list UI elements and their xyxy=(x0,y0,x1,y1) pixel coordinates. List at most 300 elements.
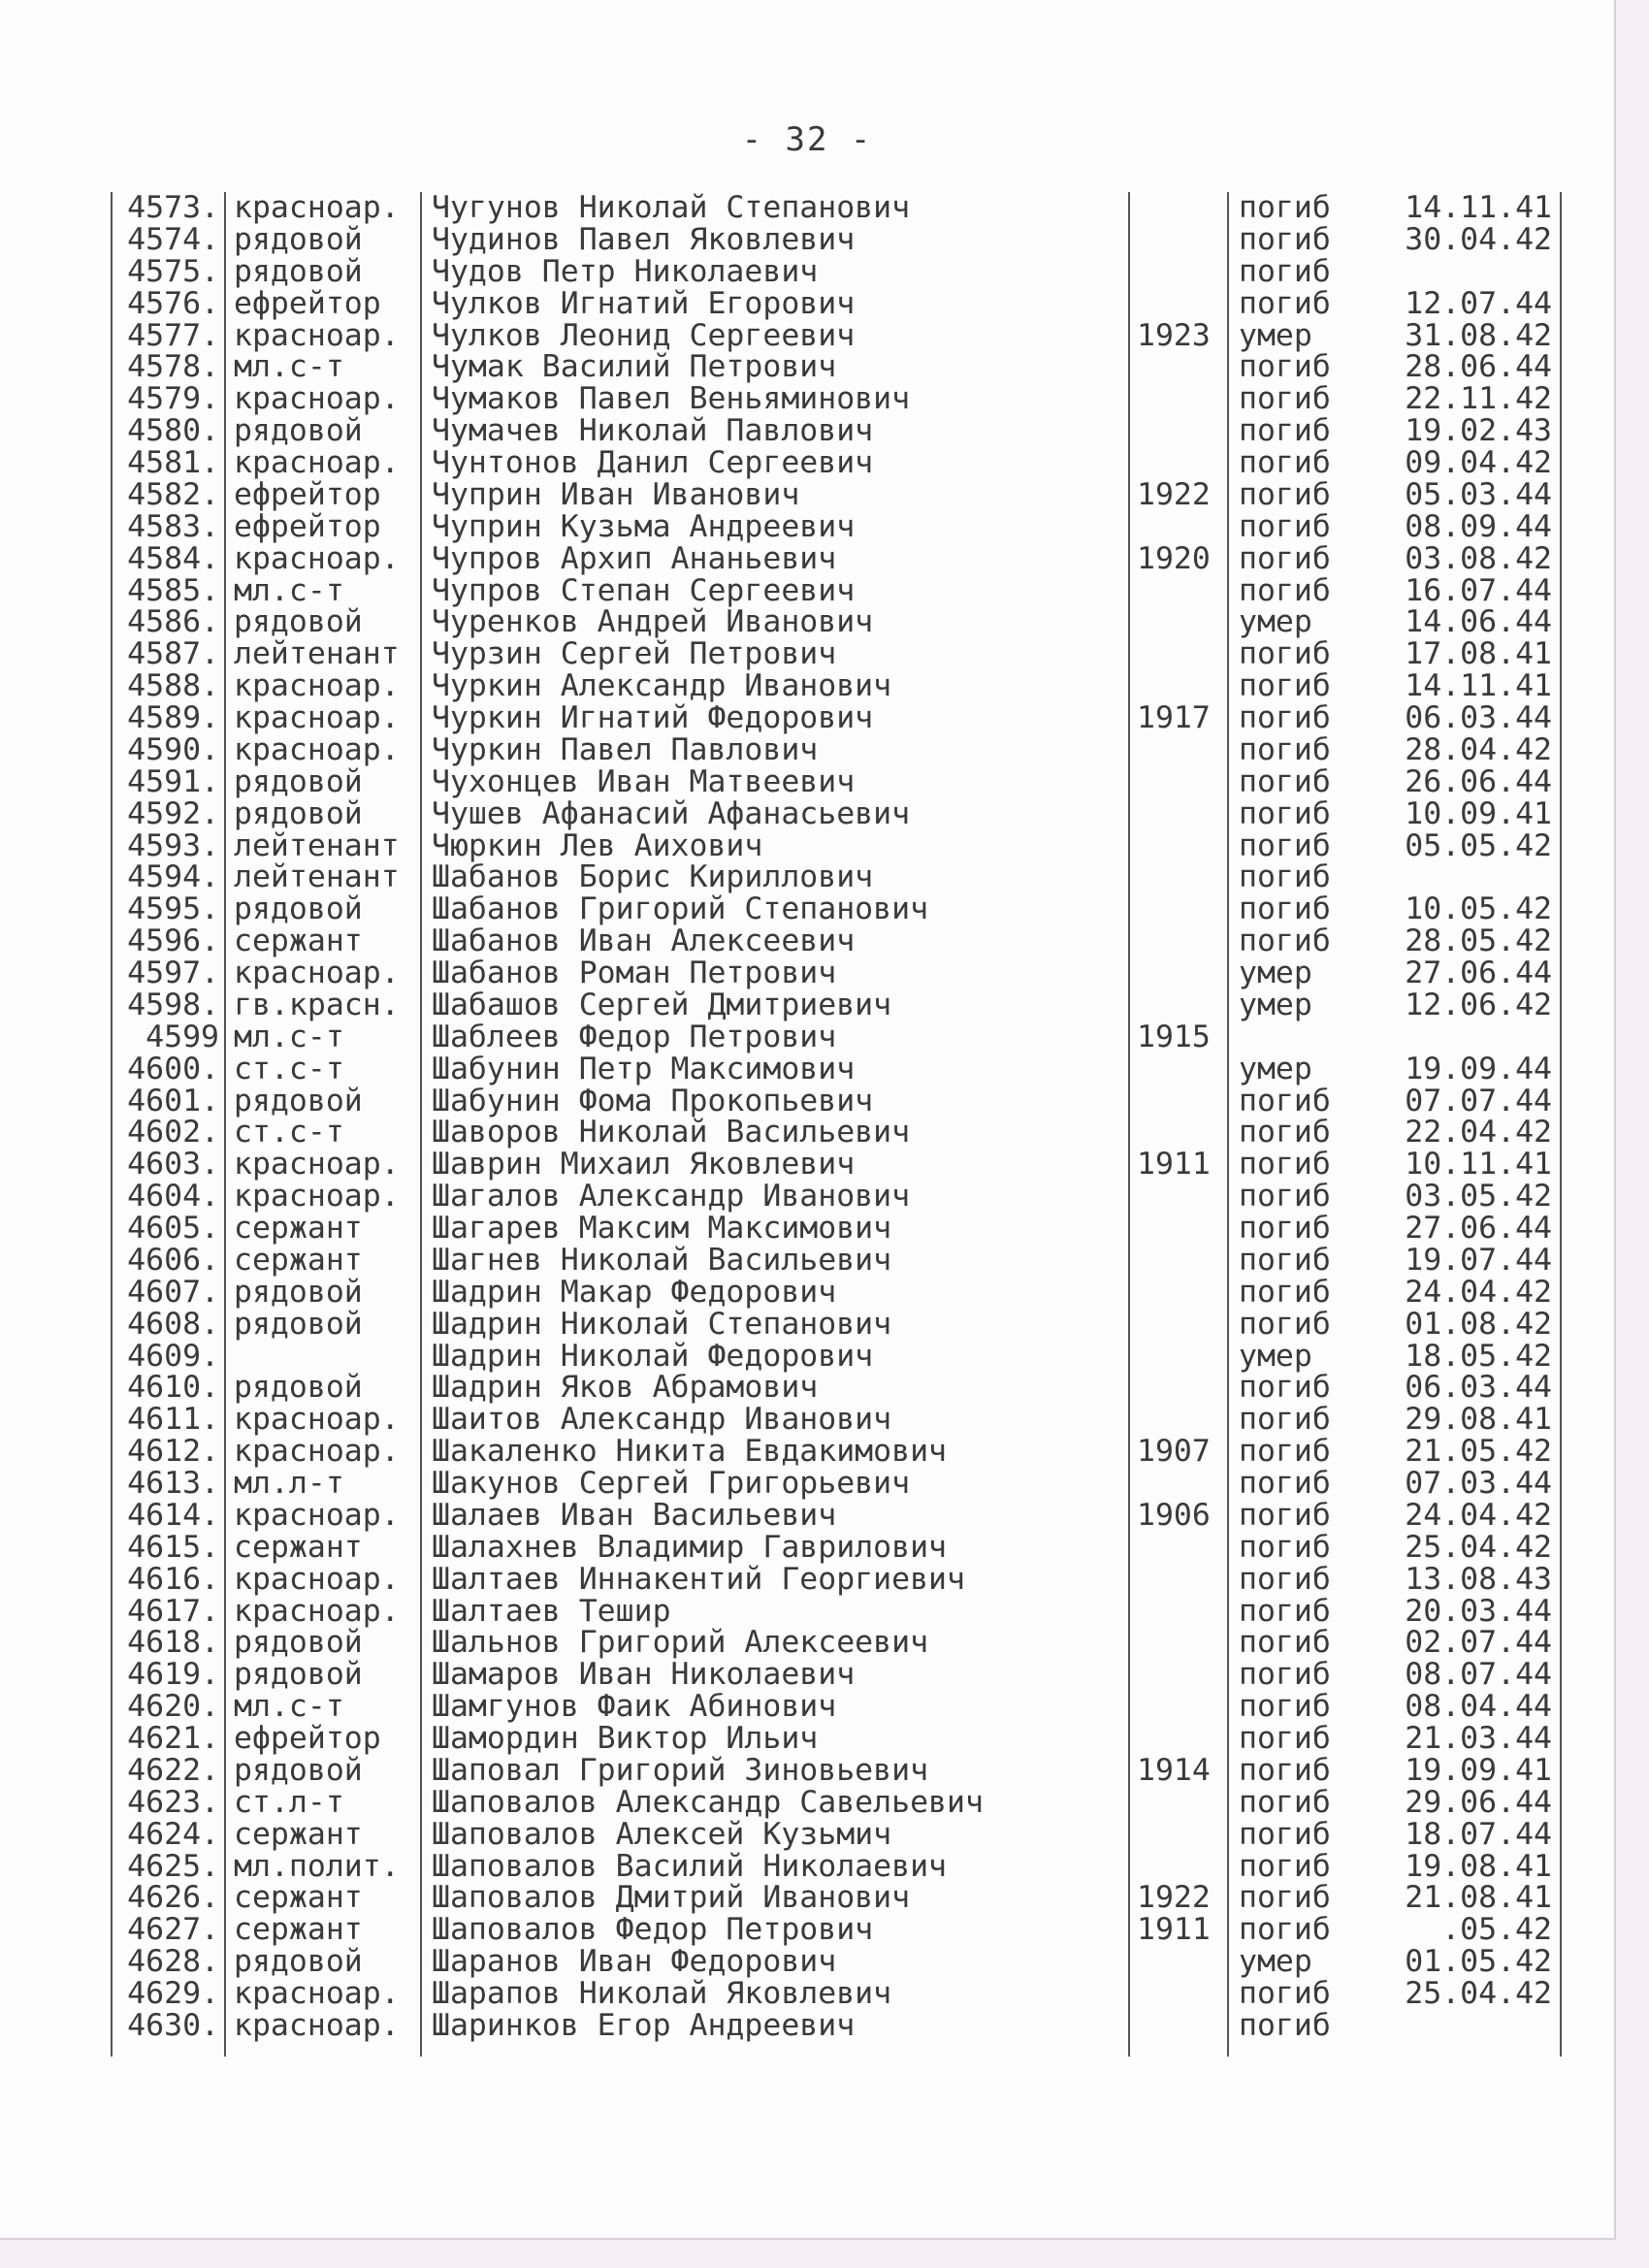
record-number: 4608. xyxy=(127,1306,219,1342)
status: погиб xyxy=(1239,1880,1331,1916)
full-name: Чулков Игнатий Егорович xyxy=(432,285,856,321)
rank: рядовой xyxy=(234,1306,363,1342)
status: погиб xyxy=(1239,1848,1331,1884)
date: 03.05.42 xyxy=(1405,1179,1552,1215)
full-name: Шаповалов Алексей Кузьмич xyxy=(432,1816,892,1852)
rank: красноар. xyxy=(234,1402,400,1438)
full-name: Чушев Афанасий Афанасьевич xyxy=(432,795,911,831)
date: 19.09.44 xyxy=(1405,1051,1552,1086)
status: погиб xyxy=(1239,413,1331,449)
status: погиб xyxy=(1239,1784,1331,1820)
status: умер xyxy=(1239,604,1312,640)
status: погиб xyxy=(1239,1657,1331,1693)
full-name: Чуприн Иван Иванович xyxy=(432,476,800,512)
status: погиб xyxy=(1239,891,1331,927)
birth-year: 1922 xyxy=(1137,1880,1211,1916)
status: умер xyxy=(1239,1338,1312,1374)
record-number: 4628. xyxy=(127,1944,219,1980)
table-row xyxy=(0,702,1614,734)
table-row xyxy=(0,1848,1614,1884)
date: 19.09.41 xyxy=(1405,1752,1552,1788)
date: 02.07.44 xyxy=(1405,1625,1552,1661)
rank: красноар. xyxy=(234,668,400,704)
table-row xyxy=(0,1213,1614,1245)
full-name: Шабанов Роман Петрович xyxy=(432,956,837,990)
date: .05.42 xyxy=(1441,1912,1552,1948)
status: погиб xyxy=(1239,1529,1331,1565)
record-number: 4617. xyxy=(127,1593,219,1629)
rank: лейтенант xyxy=(234,859,400,895)
record-number: 4604. xyxy=(127,1179,219,1215)
table-row xyxy=(0,827,1614,863)
record-number: 4621. xyxy=(127,1721,219,1756)
rank: ст.с-т xyxy=(234,1115,344,1150)
full-name: Шарапов Николай Яковлевич xyxy=(432,1976,892,2011)
full-name: Чупров Степан Сергеевич xyxy=(432,572,856,608)
full-name: Шамордин Виктор Ильич xyxy=(432,1721,819,1756)
record-number: 4627. xyxy=(127,1912,219,1948)
date: 22.04.42 xyxy=(1405,1115,1552,1150)
date: 21.05.42 xyxy=(1405,1434,1552,1470)
status: погиб xyxy=(1239,1625,1331,1661)
date: 10.09.41 xyxy=(1405,795,1552,831)
record-number: 4620. xyxy=(127,1689,219,1725)
status: погиб xyxy=(1239,1211,1331,1246)
rank: сержант xyxy=(234,1912,363,1948)
rank: красноар. xyxy=(234,1976,400,2011)
table-row xyxy=(0,1593,1614,1629)
status: погиб xyxy=(1239,540,1331,576)
record-number: 4591. xyxy=(127,763,219,799)
full-name: Чудинов Павел Яковлевич xyxy=(432,221,856,257)
record-number: 4610. xyxy=(127,1370,219,1406)
status: погиб xyxy=(1239,1561,1331,1597)
birth-year: 1911 xyxy=(1137,1147,1211,1183)
full-name: Шадрин Николай Степанович xyxy=(432,1306,892,1342)
birth-year: 1911 xyxy=(1137,1912,1211,1948)
table-row xyxy=(0,1627,1614,1659)
status: погиб xyxy=(1239,1083,1331,1118)
table-row xyxy=(0,1914,1614,1946)
date: 08.07.44 xyxy=(1405,1657,1552,1693)
table-row xyxy=(0,1978,1614,2010)
full-name: Шадрин Яков Абрамович xyxy=(432,1370,819,1406)
date: 10.11.41 xyxy=(1405,1147,1552,1183)
record-number: 4615. xyxy=(127,1529,219,1565)
record-number: 4592. xyxy=(127,795,219,831)
record-number: 4614. xyxy=(127,1497,219,1533)
date: 06.03.44 xyxy=(1405,1370,1552,1406)
date: 09.04.42 xyxy=(1405,445,1552,480)
table-row xyxy=(0,1816,1614,1852)
date: 12.07.44 xyxy=(1405,285,1552,321)
rank: мл.с-т xyxy=(234,349,344,385)
rank: мл.полит. xyxy=(234,1848,400,1884)
rank: ст.л-т xyxy=(234,1784,344,1820)
full-name: Чулков Леонид Сергеевич xyxy=(432,317,856,353)
date: 13.08.43 xyxy=(1405,1561,1552,1597)
date: 19.07.44 xyxy=(1405,1242,1552,1278)
rank: красноар. xyxy=(234,700,400,735)
record-number: 4616. xyxy=(127,1561,219,1597)
status: погиб xyxy=(1239,349,1331,385)
full-name: Чюркин Лев Аихович xyxy=(432,827,763,863)
rank: рядовой xyxy=(234,795,363,831)
status: погиб xyxy=(1239,190,1331,225)
table-row xyxy=(0,1691,1614,1723)
date: 31.08.42 xyxy=(1405,317,1552,353)
rank: мл.л-т xyxy=(234,1466,344,1501)
status: погиб xyxy=(1239,1274,1331,1310)
status: погиб xyxy=(1239,731,1331,767)
record-number: 4588. xyxy=(127,668,219,704)
status: погиб xyxy=(1239,827,1331,863)
full-name: Шакаленко Никита Евдакимович xyxy=(432,1434,948,1470)
rank: мл.с-т xyxy=(234,572,344,608)
date: 20.03.44 xyxy=(1405,1593,1552,1629)
full-name: Шаранов Иван Федорович xyxy=(432,1944,837,1980)
full-name: Чумачев Николай Павлович xyxy=(432,413,874,449)
full-name: Шаповалов Дмитрий Иванович xyxy=(432,1880,911,1916)
status: погиб xyxy=(1239,572,1331,608)
status: погиб xyxy=(1239,221,1331,257)
table-row xyxy=(0,1723,1614,1755)
table-row xyxy=(0,540,1614,576)
rank: сержант xyxy=(234,1880,363,1916)
full-name: Шабанов Иван Алексеевич xyxy=(432,923,856,959)
rank: рядовой xyxy=(234,1370,363,1406)
full-name: Чумаков Павел Веньяминович xyxy=(432,381,911,417)
status: умер xyxy=(1239,1051,1312,1086)
full-name: Шаврин Михаил Яковлевич xyxy=(432,1147,856,1183)
date: 07.07.44 xyxy=(1405,1083,1552,1118)
full-name: Чухонцев Иван Матвеевич xyxy=(432,763,856,799)
status: погиб xyxy=(1239,1147,1331,1183)
record-number: 4584. xyxy=(127,540,219,576)
rank: красноар. xyxy=(234,1561,400,1597)
status: погиб xyxy=(1239,859,1331,895)
rank: красноар. xyxy=(234,1434,400,1470)
table-row xyxy=(0,1242,1614,1278)
full-name: Шаповалов Александр Савельевич xyxy=(432,1784,984,1820)
table-row xyxy=(0,1053,1614,1085)
date: 18.07.44 xyxy=(1405,1816,1552,1852)
birth-year: 1920 xyxy=(1137,540,1211,576)
status: погиб xyxy=(1239,763,1331,799)
date: 29.08.41 xyxy=(1405,1402,1552,1438)
full-name: Шалаев Иван Васильевич xyxy=(432,1497,837,1533)
status: погиб xyxy=(1239,700,1331,735)
full-name: Чупров Архип Ананьевич xyxy=(432,540,837,576)
table-row xyxy=(0,1436,1614,1468)
record-number: 4624. xyxy=(127,1816,219,1852)
date: 14.11.41 xyxy=(1405,668,1552,704)
birth-year: 1917 xyxy=(1137,700,1211,735)
full-name: Шаповал Григорий Зиновьевич xyxy=(432,1752,929,1788)
rank: красноар. xyxy=(234,317,400,353)
rank: рядовой xyxy=(234,604,363,640)
rank: ефрейтор xyxy=(234,476,381,512)
rank: сержант xyxy=(234,1211,363,1246)
birth-year: 1915 xyxy=(1137,1019,1211,1054)
full-name: Шалтаев Иннакентий Георгиевич xyxy=(432,1561,965,1597)
status: погиб xyxy=(1239,1912,1331,1948)
full-name: Шабанов Григорий Степанович xyxy=(432,891,929,927)
rank: сержант xyxy=(234,923,363,959)
record-number: 4599 xyxy=(146,1019,219,1054)
table-row xyxy=(0,1497,1614,1533)
record-number: 4593. xyxy=(127,827,219,863)
status: погиб xyxy=(1239,285,1331,321)
record-number: 4596. xyxy=(127,923,219,959)
rank: красноар. xyxy=(234,731,400,767)
rank: рядовой xyxy=(234,763,363,799)
birth-year: 1914 xyxy=(1137,1752,1211,1788)
full-name: Шакунов Сергей Григорьевич xyxy=(432,1466,911,1501)
record-number: 4597. xyxy=(127,956,219,990)
date: 18.05.42 xyxy=(1405,1338,1552,1374)
rank: мл.с-т xyxy=(234,1019,344,1054)
record-number: 4576. xyxy=(127,285,219,321)
table-row xyxy=(0,763,1614,799)
date: 26.06.44 xyxy=(1405,763,1552,799)
date: 28.06.44 xyxy=(1405,349,1552,385)
rank: красноар. xyxy=(234,1497,400,1533)
full-name: Шамгунов Фаик Абинович xyxy=(432,1689,837,1725)
date: 08.04.44 xyxy=(1405,1689,1552,1725)
table-row xyxy=(0,861,1614,893)
table-row xyxy=(0,1946,1614,1978)
full-name: Шальнов Григорий Алексеевич xyxy=(432,1625,929,1661)
table-row xyxy=(0,925,1614,957)
table-row xyxy=(0,795,1614,831)
full-name: Шагнев Николай Васильевич xyxy=(432,1242,892,1278)
status: умер xyxy=(1239,987,1312,1022)
full-name: Чуркин Игнатий Федорович xyxy=(432,700,874,735)
rank: лейтенант xyxy=(234,827,400,863)
record-number: 4574. xyxy=(127,221,219,257)
table-row xyxy=(0,447,1614,479)
table-row xyxy=(0,1882,1614,1914)
table-row xyxy=(0,1117,1614,1149)
table-row xyxy=(0,638,1614,670)
status: умер xyxy=(1239,956,1312,990)
record-number: 4603. xyxy=(127,1147,219,1183)
status: погиб xyxy=(1239,2007,1331,2043)
status: погиб xyxy=(1239,1306,1331,1342)
date: 05.03.44 xyxy=(1405,476,1552,512)
status: умер xyxy=(1239,1944,1312,1980)
full-name: Чумак Василий Петрович xyxy=(432,349,837,385)
record-number: 4601. xyxy=(127,1083,219,1118)
rank: рядовой xyxy=(234,221,363,257)
status: погиб xyxy=(1239,1242,1331,1278)
record-number: 4575. xyxy=(127,253,219,289)
date: 30.04.42 xyxy=(1405,221,1552,257)
date: 07.03.44 xyxy=(1405,1466,1552,1501)
full-name: Чудов Петр Николаевич xyxy=(432,253,819,289)
record-number: 4626. xyxy=(127,1880,219,1916)
date: 05.05.42 xyxy=(1405,827,1552,863)
rank: красноар. xyxy=(234,2007,400,2043)
full-name: Шагарев Максим Максимович xyxy=(432,1211,892,1246)
rank: ефрейтор xyxy=(234,508,381,544)
table-row xyxy=(0,1659,1614,1691)
rank: красноар. xyxy=(234,1593,400,1629)
record-number: 4606. xyxy=(127,1242,219,1278)
table-row xyxy=(0,731,1614,767)
date: 29.06.44 xyxy=(1405,1784,1552,1820)
table-row xyxy=(0,221,1614,257)
record-number: 4630. xyxy=(127,2007,219,2043)
date: 22.11.42 xyxy=(1405,381,1552,417)
full-name: Чуприн Кузьма Андреевич xyxy=(432,508,856,544)
date: 21.03.44 xyxy=(1405,1721,1552,1756)
rank: рядовой xyxy=(234,1083,363,1118)
full-name: Шабашов Сергей Дмитриевич xyxy=(432,987,892,1022)
date: 08.09.44 xyxy=(1405,508,1552,544)
rank: рядовой xyxy=(234,1752,363,1788)
table-row xyxy=(0,1404,1614,1436)
full-name: Шабунин Петр Максимович xyxy=(432,1051,856,1086)
table-row xyxy=(0,285,1614,321)
table-row xyxy=(0,1468,1614,1500)
rank: рядовой xyxy=(234,1274,363,1310)
status: погиб xyxy=(1239,668,1331,704)
status: погиб xyxy=(1239,476,1331,512)
rank: красноар. xyxy=(234,381,400,417)
casualty-list xyxy=(0,192,1614,2042)
record-number: 4578. xyxy=(127,349,219,385)
record-number: 4594. xyxy=(127,859,219,895)
table-row xyxy=(0,508,1614,544)
full-name: Чуркин Павел Павлович xyxy=(432,731,819,767)
status: погиб xyxy=(1239,923,1331,959)
table-row xyxy=(0,476,1614,512)
date: 28.04.42 xyxy=(1405,731,1552,767)
record-number: 4607. xyxy=(127,1274,219,1310)
table-row xyxy=(0,383,1614,415)
table-row xyxy=(0,1085,1614,1118)
table-row xyxy=(0,317,1614,353)
date: 16.07.44 xyxy=(1405,572,1552,608)
date: 19.08.41 xyxy=(1405,1848,1552,1884)
birth-year: 1922 xyxy=(1137,476,1211,512)
rank: красноар. xyxy=(234,540,400,576)
record-number: 4589. xyxy=(127,700,219,735)
record-number: 4611. xyxy=(127,1402,219,1438)
record-number: 4598. xyxy=(127,987,219,1022)
record-number: 4619. xyxy=(127,1657,219,1693)
full-name: Шаблеев Федор Петрович xyxy=(432,1019,837,1054)
status: погиб xyxy=(1239,1497,1331,1533)
status: погиб xyxy=(1239,1115,1331,1150)
birth-year: 1906 xyxy=(1137,1497,1211,1533)
status: погиб xyxy=(1239,508,1331,544)
status: погиб xyxy=(1239,636,1331,672)
full-name: Шамаров Иван Николаевич xyxy=(432,1657,856,1693)
rank: гв.красн. xyxy=(234,987,400,1022)
date: 19.02.43 xyxy=(1405,413,1552,449)
page-number: - 32 - xyxy=(741,120,873,159)
record-number: 4602. xyxy=(127,1115,219,1150)
record-number: 4582. xyxy=(127,476,219,512)
full-name: Шаповалов Василий Николаевич xyxy=(432,1848,948,1884)
date: 28.05.42 xyxy=(1405,923,1552,959)
record-number: 4579. xyxy=(127,381,219,417)
rank: красноар. xyxy=(234,1179,400,1215)
table-row xyxy=(0,1181,1614,1213)
table-row xyxy=(0,1306,1614,1342)
full-name: Шадрин Макар Федорович xyxy=(432,1274,837,1310)
record-number: 4600. xyxy=(127,1051,219,1086)
full-name: Шаворов Николай Васильевич xyxy=(432,1115,911,1150)
rank: сержант xyxy=(234,1242,363,1278)
full-name: Чугунов Николай Степанович xyxy=(432,190,911,225)
table-row xyxy=(0,192,1614,224)
record-number: 4580. xyxy=(127,413,219,449)
table-row xyxy=(0,989,1614,1021)
status: погиб xyxy=(1239,1816,1331,1852)
status: погиб xyxy=(1239,1721,1331,1756)
record-number: 4625. xyxy=(127,1848,219,1884)
date: 24.04.42 xyxy=(1405,1497,1552,1533)
date: 27.06.44 xyxy=(1405,1211,1552,1246)
record-number: 4573. xyxy=(127,190,219,225)
status: погиб xyxy=(1239,1179,1331,1215)
table-row xyxy=(0,606,1614,638)
date: 24.04.42 xyxy=(1405,1274,1552,1310)
full-name: Шалтаев Тешир xyxy=(432,1593,671,1629)
rank: красноар. xyxy=(234,445,400,480)
rank: сержант xyxy=(234,1529,363,1565)
rank: красноар. xyxy=(234,190,400,225)
table-row xyxy=(0,670,1614,702)
record-number: 4609. xyxy=(127,1338,219,1374)
table-row xyxy=(0,1784,1614,1820)
full-name: Шаповалов Федор Петрович xyxy=(432,1912,874,1948)
date: 21.08.41 xyxy=(1405,1880,1552,1916)
table-row xyxy=(0,1529,1614,1565)
table-row xyxy=(0,1149,1614,1181)
full-name: Шадрин Николай Федорович xyxy=(432,1338,874,1374)
table-row xyxy=(0,893,1614,925)
table-row xyxy=(0,415,1614,447)
rank: рядовой xyxy=(234,1944,363,1980)
record-number: 4595. xyxy=(127,891,219,927)
date: 01.08.42 xyxy=(1405,1306,1552,1342)
record-number: 4613. xyxy=(127,1466,219,1501)
table-row xyxy=(0,1021,1614,1053)
table-row xyxy=(0,572,1614,608)
status: погиб xyxy=(1239,1402,1331,1438)
rank: рядовой xyxy=(234,413,363,449)
record-number: 4590. xyxy=(127,731,219,767)
status: погиб xyxy=(1239,1976,1331,2011)
date: 14.06.44 xyxy=(1405,604,1552,640)
date: 01.05.42 xyxy=(1405,1944,1552,1980)
record-number: 4581. xyxy=(127,445,219,480)
table-row xyxy=(0,253,1614,289)
date: 10.05.42 xyxy=(1405,891,1552,927)
record-number: 4605. xyxy=(127,1211,219,1246)
date: 25.04.42 xyxy=(1405,1529,1552,1565)
rank: ефрейтор xyxy=(234,1721,381,1756)
rank: рядовой xyxy=(234,253,363,289)
birth-year: 1907 xyxy=(1137,1434,1211,1470)
record-number: 4585. xyxy=(127,572,219,608)
status: погиб xyxy=(1239,445,1331,480)
